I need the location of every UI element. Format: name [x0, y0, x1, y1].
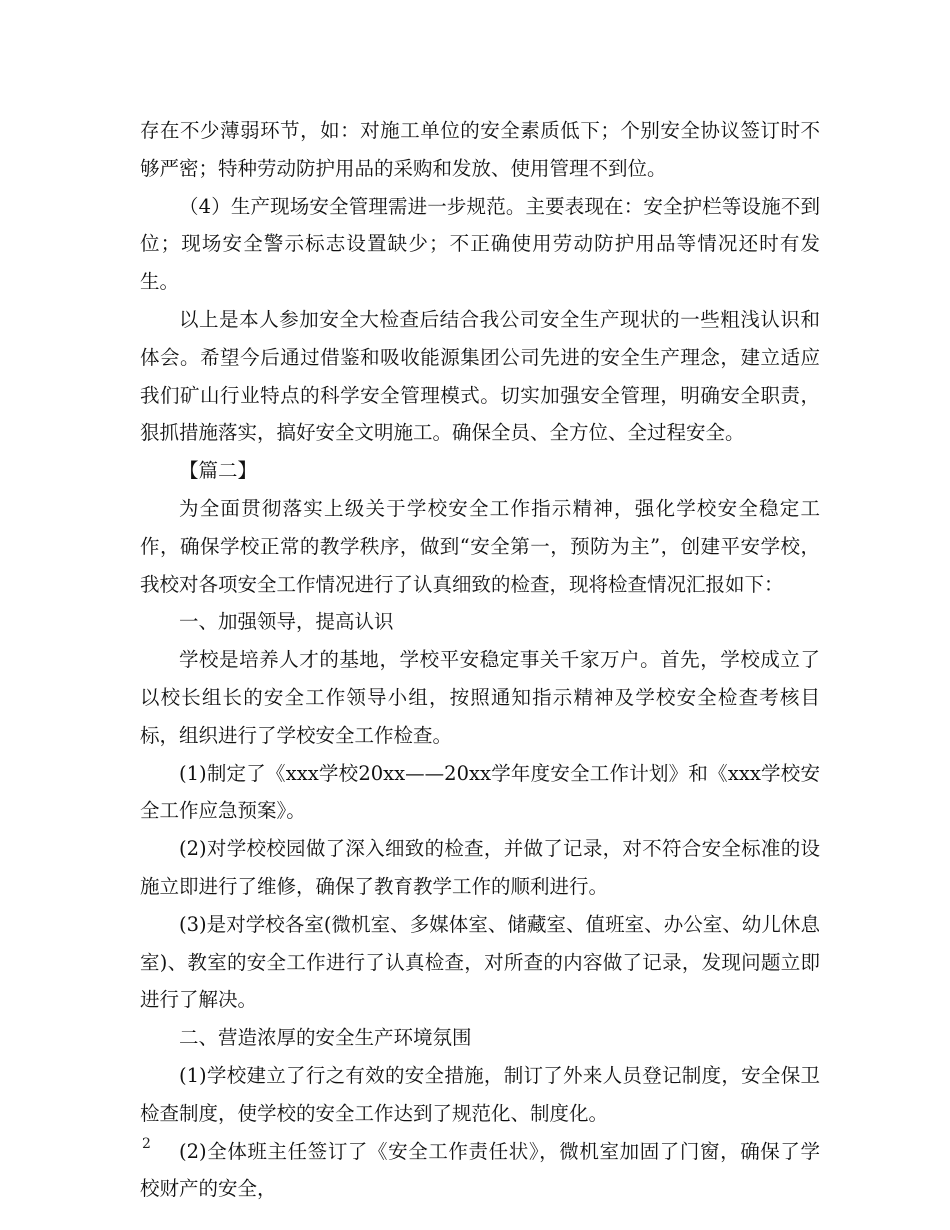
page-number: 2 [142, 1136, 151, 1152]
list-item: (1)制定了《xxx学校20xx——20xx学年度安全工作计划》和《xxx学校安全工作应急预案》。 [140, 761, 820, 823]
paragraph: 以上是本人参加安全大检查后结合我公司安全生产现状的一些粗浅认识和体会。希望今后通过借鉴和吸收能源集团公司先进的安全生产理念，建立适应我们矿山行业特点的科学安全管理模式。切实加强安全管理，明确安全职责，狠抓措施落实，搞好安全文明施工。确保全员、全方位、全过程安全。 [140, 307, 820, 445]
section-heading: 【篇二】 [179, 459, 258, 483]
list-item: (1)学校建立了行之有效的安全措施，制订了外来人员登记制度，安全保卫检查制度，使学校的安全工作达到了规范化、制度化。 [140, 1063, 820, 1125]
paragraph: 学校是培养人才的基地，学校平安稳定事关千家万户。首先，学校成立了以校长组长的安全工作领导小组，按照通知指示精神及学校安全检查考核目标，组织进行了学校安全工作检查。 [140, 648, 820, 747]
paragraph: （4）生产现场安全管理需进一步规范。主要表现在：安全护栏等设施不到位；现场安全警示标志设置缺少；不正确使用劳动防护用品等情况还时有发生。 [140, 194, 820, 294]
list-item: (2)全体班主任签订了《安全工作责任状》，微机室加固了门窗，确保了学校财产的安全， [140, 1139, 820, 1201]
section-heading: 一、加强领导，提高认识 [179, 610, 394, 634]
paragraph: 存在不少薄弱环节，如：对施工单位的安全素质低下；个别安全协议签订时不够严密；特种劳动防护用品的采购和发放、使用管理不到位。 [140, 119, 820, 180]
document-body [140, 112, 820, 1208]
list-item: (2)对学校校园做了深入细致的检查，并做了记录，对不符合安全标准的设施立即进行了维修，确保了教育教学工作的顺利进行。 [140, 837, 820, 898]
list-item: (3)是对学校各室(微机室、多媒体室、储藏室、值班室、办公室、幼儿休息室)、教室的安全工作进行了认真检查，对所查的内容做了记录，发现问题立即进行了解决。 [140, 912, 820, 1012]
paragraph: 为全面贯彻落实上级关于学校安全工作指示精神，强化学校安全稳定工作，确保学校正常的教学秩序，做到“安全第一，预防为主”，创建平安学校，我校对各项安全工作情况进行了认真细致的检查，现将检查情况汇报如下： [140, 496, 820, 596]
section-heading: 二、营造浓厚的安全生产环境氛围 [179, 1026, 472, 1050]
